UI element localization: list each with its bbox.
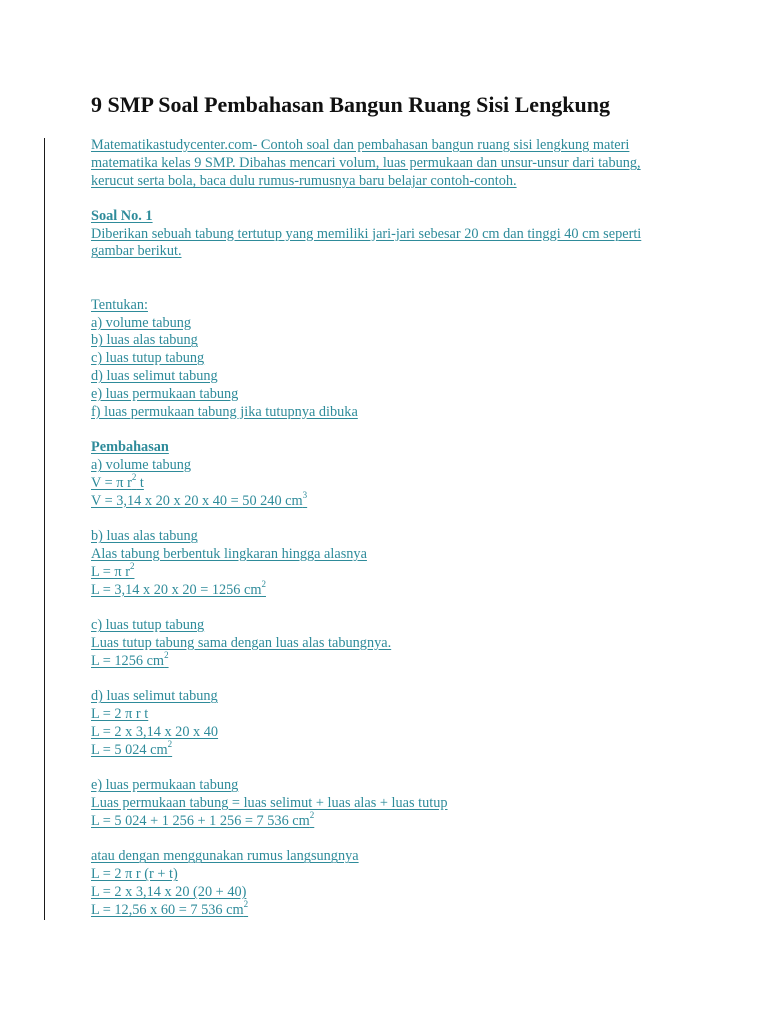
tentukan-item[interactable]: f) luas permukaan tabung jika tutupnya dibuka: [91, 403, 358, 420]
part-c-desc[interactable]: Luas tutup tabung sama dengan luas alas tabungnya.: [91, 634, 392, 651]
tentukan-item[interactable]: d) luas selimut tabung: [91, 367, 218, 384]
part-d-calc[interactable]: L = 2 x 3,14 x 20 x 40: [91, 723, 219, 740]
alt-formula[interactable]: L = 2 π r (r + t): [91, 866, 178, 883]
part-c-label[interactable]: c) luas tutup tabung: [91, 617, 205, 634]
part-d-result[interactable]: L = 5 024 $cm^2$: [91, 738, 173, 758]
pembahasan-heading[interactable]: Pembahasan: [91, 439, 169, 456]
spacer: [91, 510, 691, 528]
tentukan-item[interactable]: b) luas alas tabung: [91, 332, 198, 349]
intro-line[interactable]: Matematikastudycenter.com- Contoh soal dan pembahasan bangun ruang sisi lengkung materi: [91, 137, 630, 153]
intro-line[interactable]: matematika kelas 9 SMP. Dibahas mencari volum, luas permukaan dan unsur-unsur dari tabung,: [91, 155, 641, 171]
part-a-calc[interactable]: V = 3,14 x 20 x 20 x 40 = 50 240 $cm^3$: [91, 489, 308, 509]
intro-line[interactable]: kerucut serta bola, baca dulu rumus-rumusnya baru belajar contoh-contoh.: [91, 173, 517, 189]
soal-heading[interactable]: Soal No. 1: [91, 207, 153, 224]
part-a-formula[interactable]: V = π $r^2$ t: [91, 471, 144, 491]
spacer: [91, 760, 691, 778]
spacer: [91, 421, 691, 439]
page-title: 9 SMP Soal Pembahasan Bangun Ruang Sisi Lengkung: [91, 92, 611, 117]
part-d-formula[interactable]: L = 2 π r t: [91, 706, 149, 723]
spacer: [91, 190, 691, 208]
spacer: [91, 831, 691, 849]
part-d-label[interactable]: d) luas selimut tabung: [91, 688, 218, 705]
part-e-calc[interactable]: L = 5 024 + 1 256 + 1 256 = 7 536 $cm^2$: [91, 810, 315, 829]
part-e-label[interactable]: e) luas permukaan tabung: [91, 777, 239, 794]
alt-formula-label[interactable]: atau dengan menggunakan rumus langsungnya: [91, 848, 359, 865]
tentukan-item[interactable]: e) luas permukaan tabung: [91, 385, 239, 402]
alt-calc[interactable]: L = 2 x 3,14 x 20 (20 + 40): [91, 884, 247, 901]
soal-text-line[interactable]: Diberikan sebuah tabung tertutup yang memiliki jari-jari sebesar 20 cm dan tinggi 40 cm seperti: [91, 225, 642, 242]
spacer: [91, 261, 691, 297]
pembahasan-section: [91, 439, 691, 920]
intro-paragraph: [91, 136, 691, 190]
part-b-calc[interactable]: L = 3,14 x 20 x 20 = 1256 $cm^2$: [91, 578, 266, 598]
spacer: [91, 599, 691, 617]
tentukan-item[interactable]: c) luas tutup tabung: [91, 350, 205, 367]
left-margin-rule: [44, 138, 45, 920]
part-e-desc[interactable]: Luas permukaan tabung = luas selimut + luas alas + luas tutup: [91, 795, 448, 812]
part-a-label[interactable]: a) volume tabung: [91, 456, 192, 473]
document-content: [91, 90, 691, 920]
tentukan-section: [91, 297, 691, 422]
soal-section: [91, 208, 691, 261]
tentukan-item[interactable]: a) volume tabung: [91, 314, 192, 331]
part-c-calc[interactable]: L = 1256 $cm^2$: [91, 649, 169, 669]
soal-text-line[interactable]: gambar berikut.: [91, 243, 182, 260]
tentukan-heading[interactable]: Tentukan:: [91, 296, 148, 313]
alt-result[interactable]: L = 12,56 x 60 = 7 536 $cm^2$: [91, 899, 249, 918]
part-b-desc[interactable]: Alas tabung berbentuk lingkaran hingga alasnya: [91, 545, 367, 562]
part-b-formula[interactable]: L = π $r^2$: [91, 560, 135, 580]
part-b-label[interactable]: b) luas alas tabung: [91, 528, 198, 545]
spacer: [91, 671, 691, 689]
